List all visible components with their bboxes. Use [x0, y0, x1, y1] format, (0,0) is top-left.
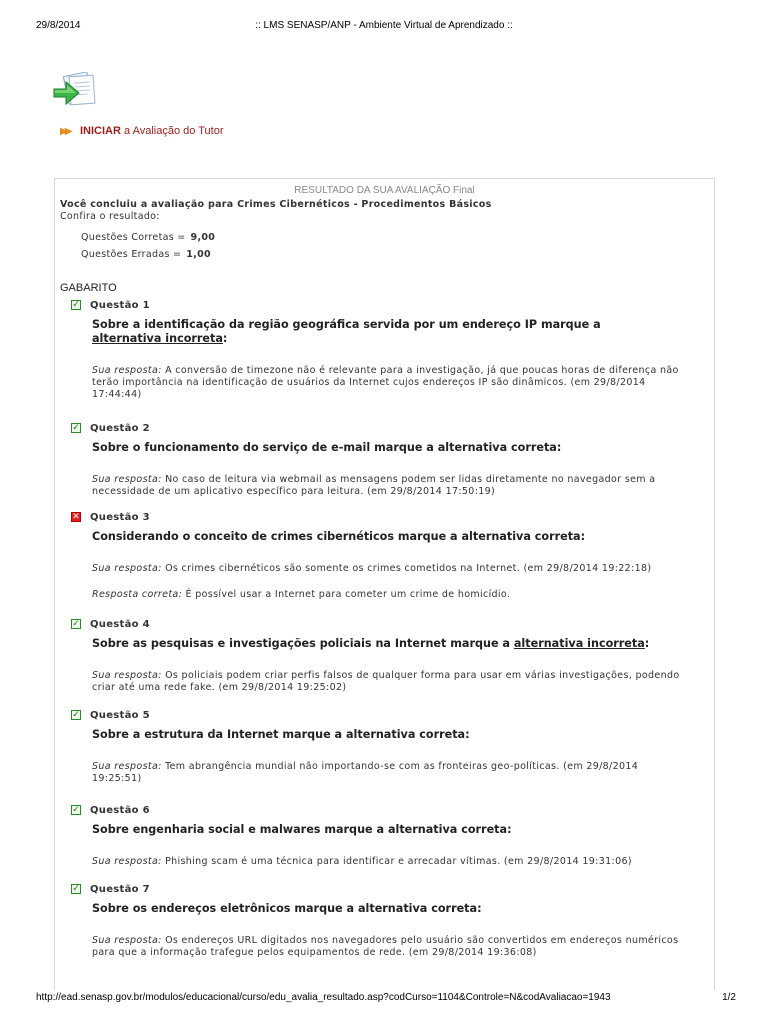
statement-text: Sobre engenharia social e malwares marque a alternativa correta: [92, 823, 512, 836]
question-header [71, 882, 714, 896]
confira-label: Confira o resultado: [60, 211, 160, 222]
statement-text: Sobre o funcionamento do serviço de e-mail marque a alternativa correta: [92, 441, 562, 454]
question-number: Questão 4 [90, 618, 150, 630]
statement-suffix: : [644, 637, 650, 650]
your-answer-text: A conversão de timezone não é relevante para a investigação, já que poucas horas de diferença não terão importância na identificação de usuários da Internet cujos endereços IP são dinâmicos. (em 29/8/2014 17:44:44) [92, 365, 679, 400]
check-icon: ✓ [72, 709, 80, 720]
question-item [71, 882, 714, 959]
question-statement [92, 530, 672, 544]
question-header [71, 803, 714, 817]
question-statement [92, 637, 672, 651]
gabarito-heading: GABARITO [60, 282, 117, 294]
question-number: Questão 3 [90, 511, 150, 523]
start-link-rest: a Avaliação do Tutor [120, 125, 224, 137]
print-url: http://ead.senasp.gov.br/modulos/educacional/curso/edu_avalia_resultado.asp?codCurso=1104&Controle=N&codAvaliacao=1943 [36, 992, 611, 1003]
your-answer-text: Os policiais podem criar perfis falsos de qualquer forma para usar em várias investigações, podendo criar até uma rede fake. (em 29/8/2014 19:25:02) [92, 670, 680, 693]
question-item [71, 708, 714, 785]
question-list [55, 298, 714, 959]
correct-answer-label: Resposta correta: [92, 589, 183, 600]
print-header [0, 0, 768, 31]
your-answer-label: Sua resposta: [92, 474, 162, 485]
result-summary [60, 199, 714, 263]
question-statement [92, 318, 672, 346]
correct-score-row [81, 229, 714, 246]
correct-answer-text: É possível usar a Internet para cometer um crime de homicídio. [185, 589, 511, 600]
check-icon: ✓ [72, 422, 80, 433]
concluded-message: Você concluiu a avaliação para Crimes Cibernéticos - Procedimentos Básicos [60, 199, 492, 210]
correct-score-value: 9,00 [190, 232, 216, 243]
double-chevron-right-icon: ▶▶ [60, 125, 70, 137]
check-icon: ✓ [72, 618, 80, 629]
result-title: RESULTADO DA SUA AVALIAÇÃO Final [294, 185, 475, 196]
statement-text: Sobre a identificação da região geográfica servida por um endereço IP marque a [92, 318, 601, 331]
check-icon: ✓ [72, 299, 80, 310]
your-answer-label: Sua resposta: [92, 935, 162, 946]
check-icon: ✓ [72, 883, 80, 894]
question-header [71, 421, 714, 435]
print-date: 29/8/2014 [36, 20, 81, 31]
print-page-number: 1/2 [722, 992, 736, 1003]
question-statement [92, 902, 672, 916]
wrong-score-row [81, 246, 714, 263]
your-answer-label: Sua resposta: [92, 670, 162, 681]
start-link-text [80, 125, 224, 137]
statement-text: Sobre as pesquisas e investigações policiais na Internet marque a [92, 637, 514, 650]
cross-icon: ✕ [72, 511, 80, 522]
your-answer-text: Tem abrangência mundial não importando-se com as fronteiras geo-políticas. (em 29/8/2014 19:25:51) [92, 761, 639, 784]
your-answer [92, 365, 682, 401]
your-answer [92, 670, 682, 694]
question-item [71, 298, 714, 401]
your-answer-label: Sua resposta: [92, 761, 162, 772]
print-page-title: :: LMS SENASP/ANP - Ambiente Virtual de Aprendizado :: [255, 20, 513, 31]
wrong-score-value: 1,00 [186, 249, 211, 260]
question-statement [92, 441, 672, 455]
document-arrow-icon[interactable] [52, 72, 100, 112]
question-item [71, 510, 714, 601]
your-answer-text: Os crimes cibernéticos são somente os crimes cometidos na Internet. (em 29/8/2014 19:22:18) [165, 563, 652, 574]
question-number: Questão 2 [90, 422, 150, 434]
correct-answer [92, 589, 714, 601]
your-answer-label: Sua resposta: [92, 563, 162, 574]
statement-suffix: : [222, 332, 228, 345]
start-tutor-evaluation-link[interactable] [60, 124, 224, 138]
your-answer [92, 935, 682, 959]
start-link-strong: INICIAR [80, 125, 121, 137]
your-answer-text: Os endereços URL digitados nos navegadores pelo usuário são convertidos em endereços numéricos para que a informação trafegue pelos equipamentos de rede. (em 29/8/2014 19:36:08) [92, 935, 679, 958]
your-answer-label: Sua resposta: [92, 856, 162, 867]
statement-text: Considerando o conceito de crimes cibernéticos marque a alternativa correta: [92, 530, 586, 543]
your-answer-text: Phishing scam é uma técnica para identificar e arrecadar vítimas. (em 29/8/2014 19:31:06) [165, 856, 632, 867]
question-header [71, 617, 714, 631]
statement-underlined: alternativa incorreta [513, 637, 645, 650]
statement-underlined: alternativa incorreta [92, 332, 223, 345]
correct-score-label: Questões Corretas = [81, 232, 186, 243]
question-number: Questão 7 [90, 883, 150, 895]
statement-text: Sobre os endereços eletrônicos marque a alternativa correta: [92, 902, 482, 915]
check-icon: ✓ [72, 804, 80, 815]
wrong-score-label: Questões Erradas = [81, 249, 182, 260]
question-statement [92, 823, 672, 837]
your-answer [92, 563, 682, 575]
your-answer-text: No caso de leitura via webmail as mensagens podem ser lidas diretamente no navegador sem a necessidade de um aplicativo específico para leitura. (em 29/8/2014 17:50:19) [92, 474, 656, 497]
question-item [71, 421, 714, 498]
result-panel [54, 178, 715, 990]
statement-text: Sobre a estrutura da Internet marque a alternativa correta: [92, 728, 470, 741]
question-number: Questão 5 [90, 709, 150, 721]
question-item [71, 803, 714, 868]
your-answer [92, 856, 682, 868]
question-statement [92, 728, 672, 742]
question-header [71, 298, 714, 312]
question-header [71, 708, 714, 722]
your-answer [92, 474, 682, 498]
your-answer [92, 761, 682, 785]
question-number: Questão 6 [90, 804, 150, 816]
question-header [71, 510, 714, 524]
print-footer [0, 992, 768, 1006]
your-answer-label: Sua resposta: [92, 365, 162, 376]
question-item [71, 617, 714, 694]
question-number: Questão 1 [90, 299, 150, 311]
